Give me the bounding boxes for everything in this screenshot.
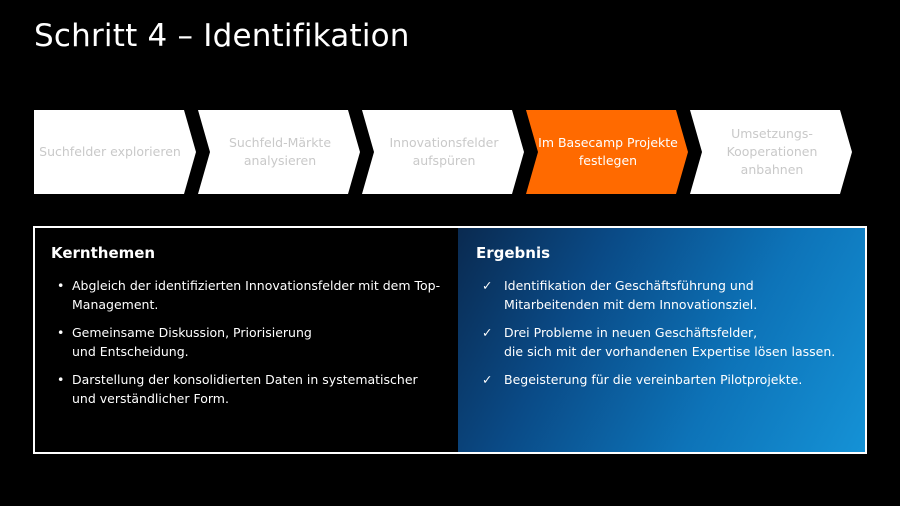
- process-step-text: anbahnen: [740, 162, 804, 177]
- content-panel: [33, 226, 867, 454]
- process-step-text: Im Basecamp Projekte: [538, 135, 678, 150]
- ergebnis-item: [476, 323, 851, 361]
- ergebnis-item-text: Identifikation der Geschäftsführung und: [504, 278, 754, 293]
- kernthemen-item-text: Abgleich der identifizierten Innovationsfelder mit dem Top-: [72, 278, 441, 293]
- checkmark-icon: ✓: [482, 372, 493, 387]
- kernthemen-item: [51, 323, 442, 361]
- bullet-icon: •: [57, 278, 65, 293]
- slide-title: Schritt 4 – Identifikation: [34, 18, 410, 54]
- ergebnis-item: [476, 370, 851, 389]
- checkmark-icon: ✓: [482, 325, 493, 340]
- process-step-text: aufspüren: [412, 153, 476, 168]
- kernthemen-item-text: Darstellung der konsolidierten Daten in systematischer: [72, 372, 418, 387]
- ergebnis-list: [476, 276, 851, 389]
- process-step-text: Innovationsfelder: [389, 135, 499, 150]
- process-step-label-2: [212, 110, 348, 194]
- process-step-label-4: [540, 110, 676, 194]
- process-step-text: Umsetzungs-: [731, 126, 813, 141]
- kernthemen-list: [51, 276, 442, 408]
- kernthemen-item-text: Gemeinsame Diskussion, Priorisierung: [72, 325, 312, 340]
- process-step-text: Kooperationen: [726, 144, 818, 159]
- kernthemen-item: [51, 276, 442, 314]
- kernthemen-heading: Kernthemen: [51, 244, 156, 262]
- ergebnis-item-text: Mitarbeitenden mit dem Innovationsziel.: [504, 297, 758, 312]
- kernthemen-column: [35, 228, 458, 452]
- process-step-label-5: [704, 110, 840, 194]
- kernthemen-item: [51, 370, 442, 408]
- checkmark-icon: ✓: [482, 278, 493, 293]
- bullet-icon: •: [57, 325, 65, 340]
- process-step-text: Suchfeld-Märkte: [228, 135, 332, 150]
- ergebnis-item-text: Drei Probleme in neuen Geschäftsfelder,: [504, 325, 758, 340]
- ergebnis-item: [476, 276, 851, 314]
- bullet-icon: •: [57, 372, 65, 387]
- ergebnis-item-text: die sich mit der vorhandenen Expertise lösen lassen.: [504, 344, 836, 359]
- process-step-text: Suchfelder explorieren: [39, 144, 181, 159]
- process-step-text: festlegen: [578, 153, 638, 168]
- process-chevron-bar: [0, 110, 900, 194]
- ergebnis-item-text: Begeisterung für die vereinbarten Pilotprojekte.: [504, 372, 803, 387]
- ergebnis-heading: Ergebnis: [476, 244, 551, 262]
- ergebnis-column: [458, 228, 865, 452]
- kernthemen-item-text: und verständlicher Form.: [72, 391, 229, 406]
- kernthemen-item-text: und Entscheidung.: [72, 344, 189, 359]
- process-step-label-3: [376, 110, 512, 194]
- process-step-label-1: [36, 110, 184, 194]
- process-step-text: analysieren: [243, 153, 317, 168]
- kernthemen-item-text: Management.: [72, 297, 159, 312]
